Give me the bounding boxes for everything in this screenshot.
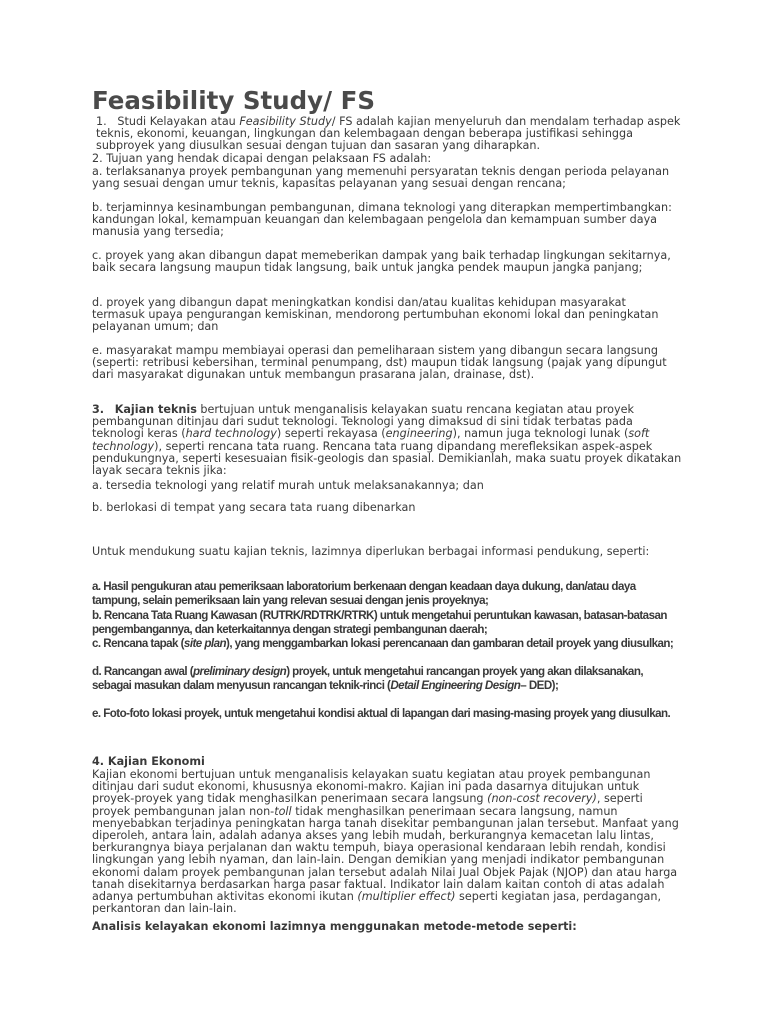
section-3-italic-3: soft technology xyxy=(92,427,650,453)
support-item-d-pre: d. Rancangan awal ( xyxy=(92,665,194,678)
support-item-c xyxy=(92,637,682,651)
section-4-text-3: tidak menghasilkan penerimaan secara langsung, namun menyebabkan terjadinya peningkatan harga tanah disekitar pembangunan jalan tersebut. Manfaat yang diperoleh, antara lain, adalah adanya akses yang lebih mudah, berkurangnya kemacetan lalu lintas, berkurangnya biaya perjalanan dan waktu tempuh, biaya operasional kendaraan lebih rendah, kondisi lingkungan yang lebih nyaman, dan lain-lain. Dengan demikian yang menjadi indikator pembangunan ekonomi dalam proyek pembangunan jalan tersebut adalah Nilai Jual Objek Pajak (NJOP) dan atau harga tanah disekitarnya berdasarkan harga pasar faktual. Indikator lain dalam kaitan contoh di atas adalah adanya pertumbuhan aktivitas ekonomi ikutan xyxy=(92,804,679,904)
goal-item-e: e. masyarakat mampu membiayai operasi dan pemeliharaan sistem yang dibangun secara langsung (seperti: retribusi kebersihan, terminal penumpang, dst) maupun tidak langsung (pajak yang dipungut dari masyarakat digunakan untuk membangun prasarana jalan, drainase, dst). xyxy=(92,344,667,382)
support-intro: Untuk mendukung suatu kajian teknis, lazimnya diperlukan berbagai informasi pendukung, seperti: xyxy=(92,545,650,558)
section-1-text-pre: Studi Kelayakan atau xyxy=(117,115,236,128)
support-item-d xyxy=(92,665,682,694)
goal-item-a: a. terlaksananya proyek pembangunan yang memenuhi persyaratan teknis dengan perioda pelayanan yang sesuai dengan umur teknis, kapasitas pelayanan yang sesuai dengan rencana; xyxy=(92,165,670,191)
section-4-italic-2: toll xyxy=(274,804,292,818)
section-3-text-2: ) seperti rekayasa ( xyxy=(276,427,386,441)
section-3-text-4: ), seperti rencana tata ruang. Rencana tata ruang dipandang merefleksikan aspek-aspek pendukungnya, seperti kesesuaian fisik-geologis dan spasial. Demikianlah, maka suatu proyek dikatakan layak secara teknis jika: xyxy=(92,439,682,478)
technical-item-a: a. tersedia teknologi yang relatif murah untuk melaksanakannya; dan xyxy=(92,479,484,492)
section-4-italic-3: (multiplier effect) xyxy=(357,890,456,904)
page-title: Feasibility Study/ FS xyxy=(92,86,375,115)
section-3-heading: Kajian teknis xyxy=(114,403,197,416)
section-1-italic: Feasibility Study xyxy=(239,115,332,128)
section-4-closing-line: Analisis kelayakan ekonomi lazimnya menggunakan metode-metode seperti: xyxy=(92,920,577,933)
support-item-d-italic: preliminary design xyxy=(193,665,287,678)
support-item-e: e. Foto-foto lokasi proyek, untuk mengetahui kondisi aktual di lapangan dari masing-masing proyek yang diusulkan. xyxy=(92,707,671,720)
section-3-paragraph xyxy=(92,404,682,477)
support-item-c-post: ), yang menggambarkan lokasi perencanaan dan gambaran detail proyek yang diusulkan; xyxy=(226,637,674,650)
section-1-number: 1. xyxy=(96,115,107,128)
section-3-italic-2: engineering xyxy=(385,427,453,441)
section-4-text-2: , seperti proyek pembangunan jalan non- xyxy=(92,792,643,818)
support-item-d-italic-2: Detail Engineering Design xyxy=(390,679,521,693)
support-item-b: b. Rencana Tata Ruang Kawasan (RUTRK/RDTRK/RTRK) untuk mengetahui peruntukan kawasan, batasan-batasan pengembangannya, dan keterkaitannya dengan strategi pembangunan daerah; xyxy=(92,609,667,637)
section-1-paragraph xyxy=(92,116,686,153)
section-4-heading: 4. Kajian Ekonomi xyxy=(92,755,205,768)
section-3-number: 3. xyxy=(92,403,105,416)
section-1-text-post: / FS adalah kajian menyeluruh dan mendalam terhadap aspek teknis, ekonomi, keuangan, lingkungan dan kelembagaan dengan beberapa justifikasi sehingga subproyek yang diusulkan sesuai dengan tujuan dan sasaran yang diharapkan. xyxy=(96,115,681,153)
section-4-italic-1: (non-cost recovery) xyxy=(487,792,597,806)
goal-item-c: c. proyek yang akan dibangun dapat memeberikan dampak yang baik terhadap lingkungan sekitarnya, baik secara langsung maupun tidak langsung, baik untuk jangka pendek maupun jangka panjang; xyxy=(92,249,671,275)
support-item-c-pre: c. Rencana tapak ( xyxy=(92,637,184,650)
section-4-text-4: seperti kegiatan jasa, perdagangan, perkantoran dan lain-lain. xyxy=(92,890,662,916)
support-item-c-italic: site plan xyxy=(183,637,227,650)
section-2-intro: 2. Tujuan yang hendak dicapai dengan pelaksaan FS adalah: xyxy=(92,152,432,165)
support-item-a: a. Hasil pengukuran atau pemeriksaan laboratorium berkenaan dengan keadaan daya dukung, dan/atau daya tampung, selain pemeriksaan lain yang relevan sesuai dengan jenis proyeknya; xyxy=(92,580,636,608)
section-3-text-3: ), namun juga teknologi lunak ( xyxy=(452,427,629,441)
goal-item-d: d. proyek yang dibangun dapat meningkatkan kondisi dan/atau kualitas kehidupan masyarakat termasuk upaya pengurangan kemiskinan, mendorong pertumbuhan ekonomi lokal dan peningkatan pelayanan umum; dan xyxy=(92,296,659,334)
section-4-paragraph xyxy=(92,769,682,915)
goal-item-b: b. terjaminnya kesinambungan pembangunan, dimana teknologi yang diterapkan mempertimbangkan: kandungan lokal, kemampuan keuangan dan kelembagaan pengelola dan kemampuan sumber daya manusia yang tersedia; xyxy=(92,201,672,239)
support-item-d-mid: ) proyek, untuk mengetahui rancangan proyek yang akan dilaksanakan, sebagai masukan dalam menyusun rancangan teknik-rinci ( xyxy=(92,665,644,693)
support-item-d-post: – DED); xyxy=(520,679,559,693)
technical-item-b: b. berlokasi di tempat yang secara tata ruang dibenarkan xyxy=(92,501,416,514)
section-3-text-1: bertujuan untuk menganalisis kelayakan suatu rencana kegiatan atau proyek pembangunan ditinjau dari sudut teknologi. Teknologi yang dimaksud di sini tidak terbatas pada teknologi keras ( xyxy=(92,403,634,441)
section-4-text-1: Kajian ekonomi bertujuan untuk menganalisis kelayakan suatu kegiatan atau proyek pembangunan ditinjau dari sudut ekonomi, khususnya ekonomi-makro. Kajian ini pada dasarnya ditujukan untuk proyek-proyek yang tidak menghasilkan penerimaan secara langsung xyxy=(92,768,651,806)
section-3-italic-1: hard technology xyxy=(185,427,277,441)
